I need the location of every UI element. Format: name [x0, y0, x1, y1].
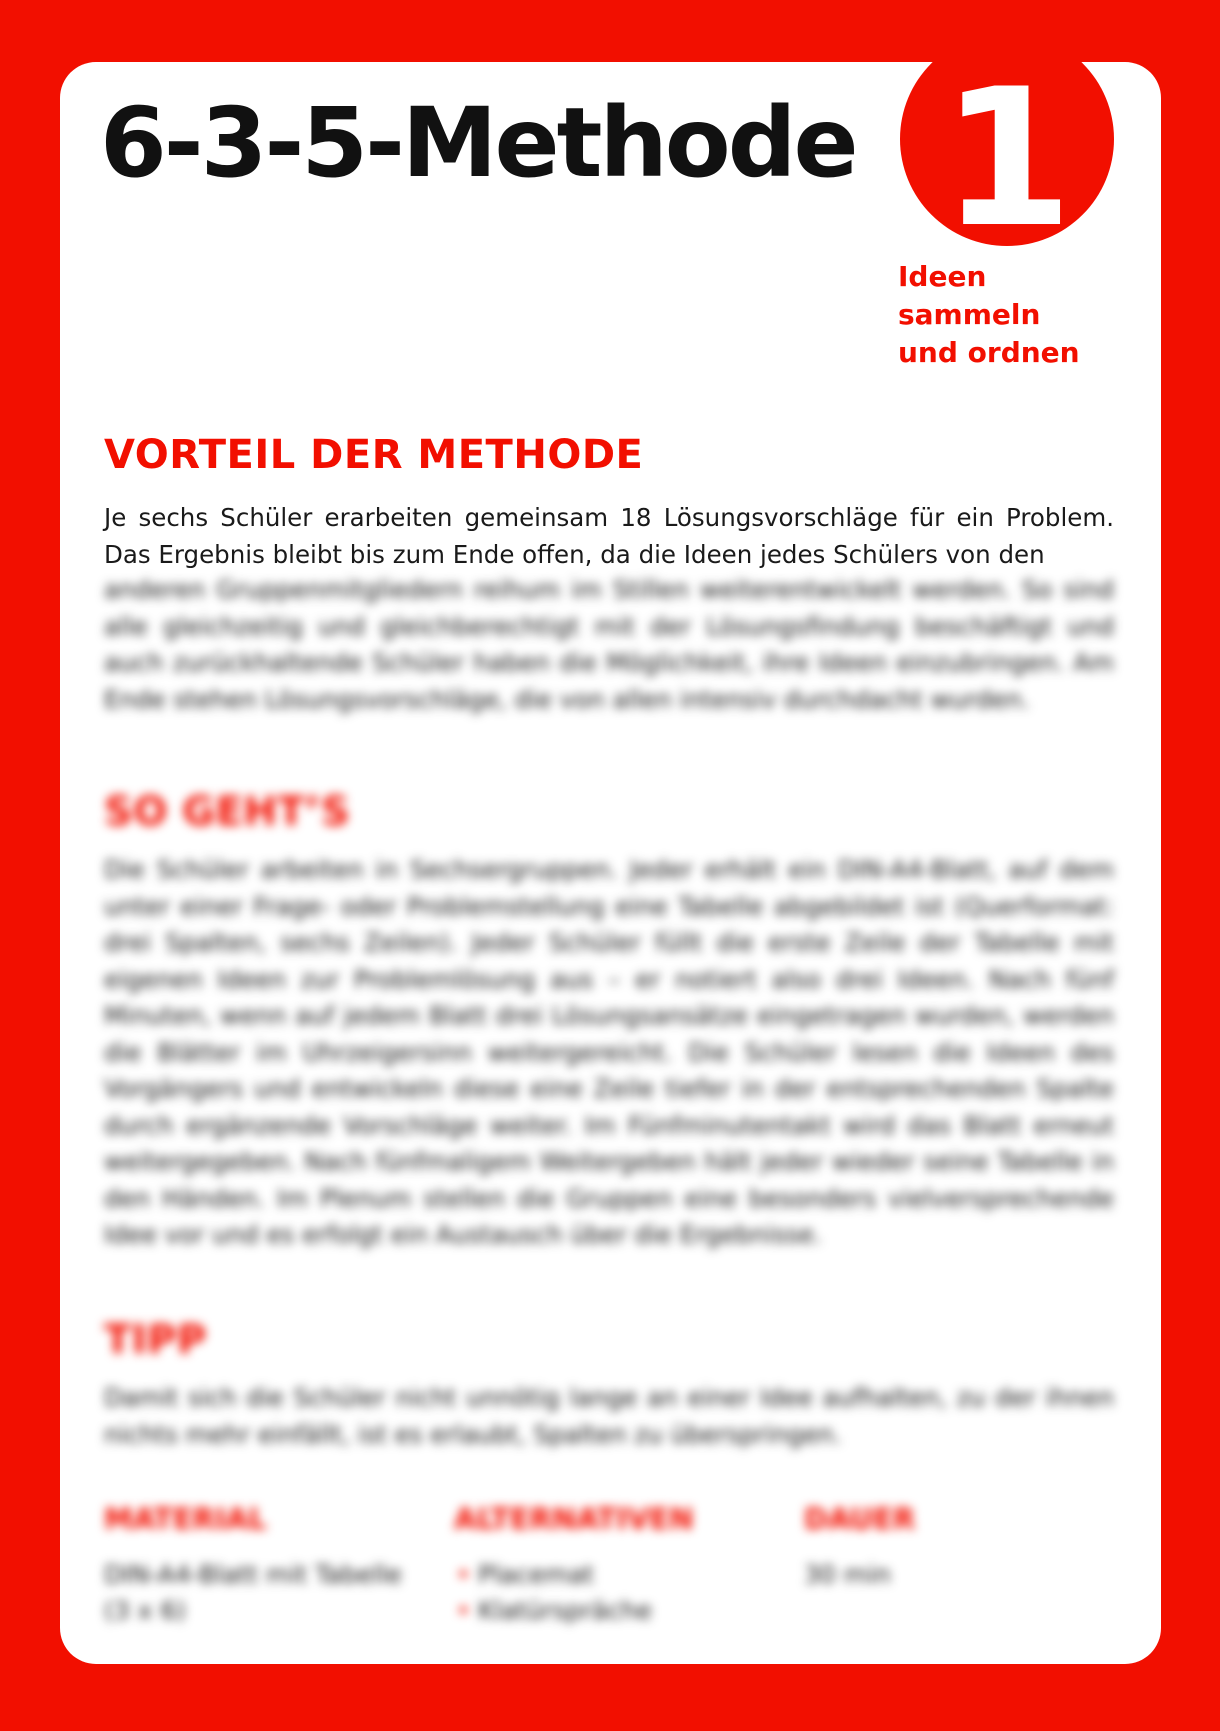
material-text: DIN-A4-Blatt mit Tabelle (3 x 6) — [104, 1560, 402, 1625]
dauer-text: 30 min — [804, 1560, 891, 1589]
list-item: • Klatürspräche — [454, 1593, 754, 1629]
vorteil-text-visible: Je sechs Schüler erarbeiten gemeinsam 18 Lösungsvorschläge für ein Problem. Das Ergebnis bleibt bis zum Ende offen, da die Ideen jedes Schülers von den — [104, 503, 1114, 569]
vorteil-text-blurred: anderen Gruppenmitgliedern reihum im Stillen weiterentwickelt werden. So sind alle gleichzeitig und gleichberechtigt mit der Lösungsfindung beschäftigt und auch zurückhaltende Schüler haben die Möglichkeit, ihre Ideen einzubringen. Am Ende stehen Lösungsvorschläge, die von allen intensiv durchdacht wurden. — [104, 575, 1114, 714]
category-line: Ideen — [898, 260, 987, 293]
category-line: und ordnen — [898, 336, 1080, 369]
card-number: 1 — [940, 62, 1074, 269]
card-title: 6-3-5-Methode — [100, 87, 856, 199]
alternativen-heading: ALTERNATIVEN — [454, 1502, 694, 1536]
so-gehts-text: Die Schüler arbeiten in Sechsergruppen. Jeder erhält ein DIN-A4-Blatt, auf dem unter einer Frage- oder Problemstellung eine Tabelle abgebildet ist (Querformat: drei Spalten, sechs Zeilen). Jeder Schüler füllt die erste Zeile der Tabelle mit eigenen Ideen zur Problemlösung aus – er notiert also drei Ideen. Nach fünf Minuten, wenn auf jedem Blatt drei Lösungsansätze eingetragen wurden, werden die Blätter im Uhrzeigersinn weitergereicht. Die Schüler lesen die Ideen des Vorgängers und entwickeln diese eine Zeile tiefer in der entsprechenden Spalte durch ergänzende Vorschläge weiter. Im Fünfminutentakt wird das Blatt erneut weitergegeben. Nach fünfmaligem Weitergeben hält jeder wieder seine Tabelle in den Händen. Im Plenum stellen die Gruppen eine besonders vielversprechende Idee vor und es erfolgt ein Austausch über die Ergebnisse. — [104, 855, 1114, 1249]
so-gehts-heading: SO GEHT’S — [104, 789, 351, 835]
method-card — [60, 62, 1161, 1664]
vorteil-heading: VORTEIL DER METHODE — [104, 432, 644, 478]
alternativen-list — [454, 1557, 754, 1629]
card-number-badge — [900, 62, 1114, 269]
category-label — [898, 258, 1128, 372]
tipp-heading: TIPP — [104, 1317, 207, 1363]
category-line: sammeln — [898, 298, 1041, 331]
tipp-text: Damit sich die Schüler nicht unnötig lange an einer Idee aufhalten, zu der ihnen nichts mehr einfällt, ist es erlaubt, Spalten zu überspringen. — [104, 1383, 1114, 1449]
dauer-heading: DAUER — [804, 1502, 916, 1536]
material-heading: MATERIAL — [104, 1502, 267, 1536]
list-item: • Placemat — [454, 1557, 754, 1593]
